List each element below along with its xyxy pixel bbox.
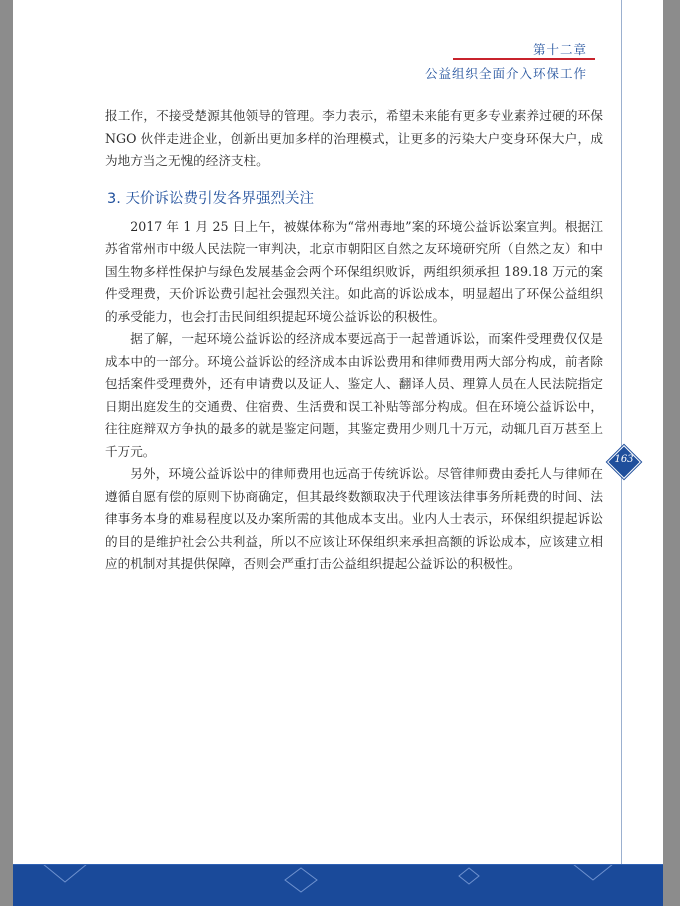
header-rule <box>453 58 595 60</box>
section-heading: 3. 天价诉讼费引发各界强烈关注 <box>107 190 314 207</box>
body-text <box>105 105 603 576</box>
page-number: 163 <box>614 454 634 465</box>
footer-decoration-icon <box>13 864 663 906</box>
intro-paragraph: 报工作，不接受楚源其他领导的管理。李力表示，希望未来能有更多专业素养过硬的环保 NGO 伙伴走进企业，创新出更加多样的治理模式，让更多的污染大户变身环保大户，成为地方当之无愧的经济支柱。 <box>105 108 603 168</box>
paragraph: 2017 年 1 月 25 日上午，被媒体称为“常州毒地”案的环境公益诉讼案宣判。根据江苏省常州市中级人民法院一审判决，北京市朝阳区自然之友环境研究所（自然之友）和中国生物多样性保护与绿色发展基金会两个环保组织败诉，两组织须承担 189.18 万元的案件受理费，天价诉讼费引起社会强烈关注。如此高的诉讼成本，明显超出了环保公益组织的承受能力，也会打击民间组织提起环境公益诉讼的积极性。 <box>105 218 603 324</box>
paragraph: 据了解，一起环境公益诉讼的经济成本要远高于一起普通诉讼，而案件受理费仅仅是成本中的一部分。环境公益诉讼的经济成本由诉讼费用和律师费用两大部分构成，前者除包括案件受理费外，还有申请费以及证人、鉴定人、翻译人员、理算人员在人民法院指定日期出庭发生的交通费、住宿费、生活费和误工补贴等部分构成。但在环境公益诉讼中，往往庭辩双方争执的最多的就是鉴定问题，其鉴定费用少则几十万元，动辄几百万甚至上千万元。 <box>105 331 603 459</box>
running-header-chapter: 第十二章 <box>532 42 587 57</box>
document-page <box>13 0 663 906</box>
footer-band <box>13 864 663 906</box>
running-header-subtitle: 公益组织全面介入环保工作 <box>424 66 587 81</box>
paragraph: 另外，环境公益诉讼中的律师费用也远高于传统诉讼。尽管律师费由委托人与律师在遵循自愿有偿的原则下协商确定，但其最终数额取决于代理该法律事务所耗费的时间、法律事务本身的难易程度以及办案所需的其他成本支出。业内人士表示，环保组织提起诉讼的目的是维护社会公共利益，所以不应该让环保组织来承担高额的诉讼成本，应该建立相应的机制对其提供保障，否则会严重打击公益组织提起公益诉讼的积极性。 <box>105 466 603 571</box>
